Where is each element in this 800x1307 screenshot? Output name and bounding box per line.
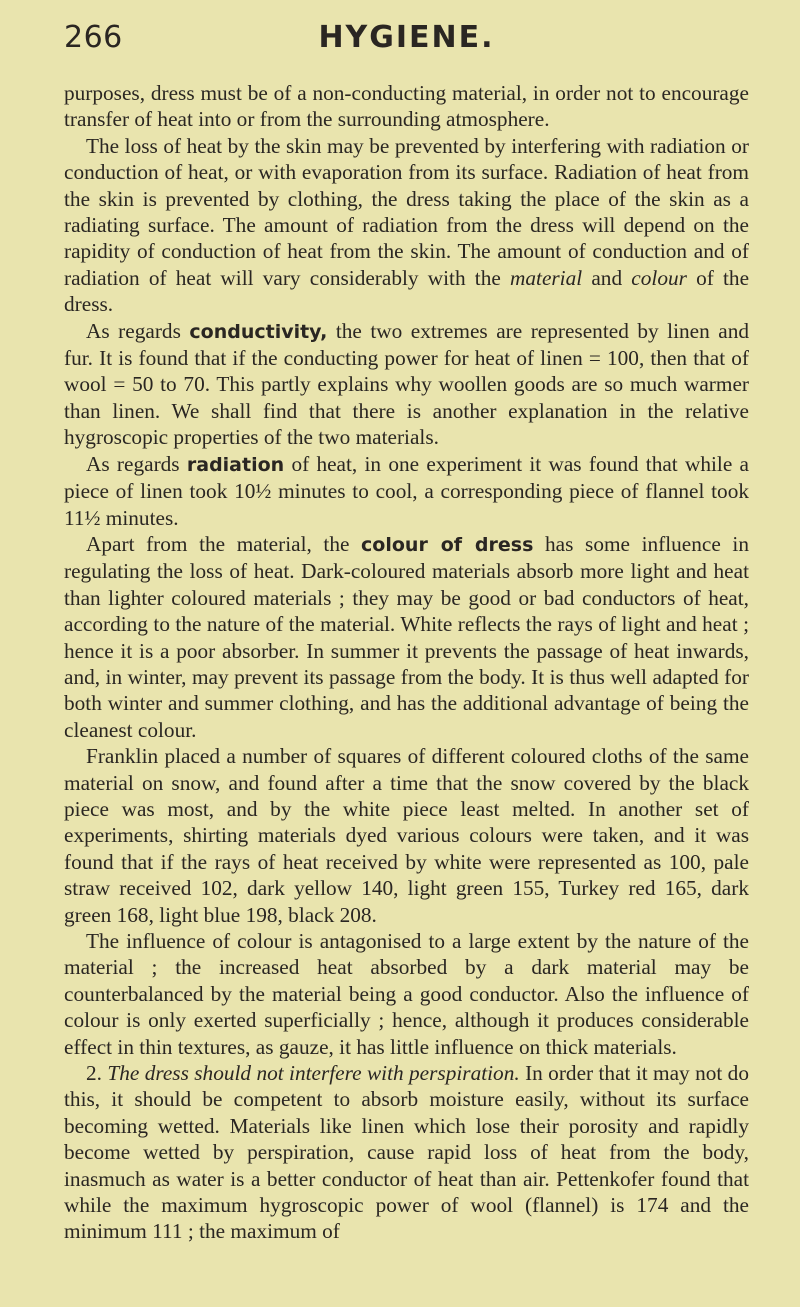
paragraph-colour-influence: The influence of colour is antagonised to a large extent by the nature of the material ; the increased heat absorbed by a dark material may be counterbalanced by the material being a good conductor. Also the influence of colour is only exerted superficially ; hence, although it produces considerable effect in thin textures, as gauze, it has little influence on thick materials. <box>64 929 749 1059</box>
term-conductivity: conductivity, <box>189 320 328 343</box>
paragraph-radiation: As regards radiation of heat, in one experiment it was found that while a piece of linen took 10½ minutes to cool, a corresponding piece of flannel took 11½ minutes. <box>64 451 750 530</box>
paragraph-continuation: purposes, dress must be of a non-conducting material, in order not to encourage transfer of heat into or from the surrounding atmosphere. <box>64 81 749 132</box>
page-number: 266 <box>64 20 123 55</box>
running-title: HYGIENE. <box>318 20 495 55</box>
term-radiation: radiation <box>186 453 285 476</box>
paragraph-perspiration: 2. The dress should not interfere with perspiration. In order that it may not do this, it should be competent to absorb moisture easily, without its surface becoming wetted. Materials like linen which lose their porosity and rapidly become wetted by perspiration, cause rapid loss of heat from the body, inasmuch as water is a better conductor of heat than air. Pettenkofer found that while the maximum hygroscopic power of wool (flannel) is 174 and the minimum 111 ; the maximum of <box>64 1061 749 1244</box>
paragraph-heat-loss: The loss of heat by the skin may be prevented by interfering with radiation or conduction of heat, or with evaporation from its surface. Radiation of heat from the skin is prevented by clothing, the dress taking the place of the skin as a radiating surface. The amount of radiation from the dress will depend on the rapidity of conduction of heat from the skin. The amount of conduction and of radiation of heat will vary considerably with the material and colour of the dress. <box>64 133 750 317</box>
body-text <box>64 80 749 1245</box>
paragraph-conductivity: As regards conductivity, the two extremes are represented by linen and fur. It is found that if the conducting power for heat of linen = 100, then that of wool = 50 to 70. This partly explains why woollen goods are so much warmer than linen. We shall find that there is another explanation in the relative hygroscopic properties of the two materials. <box>64 318 750 450</box>
paragraph-franklin: Franklin placed a number of squares of different coloured cloths of the same material on snow, and found after a time that the snow covered by the black piece was most, and by the white piece least melted. In another set of experiments, shirting materials dyed various colours were taken, and it was found that if the rays of heat received by white were represented as 100, pale straw received 102, dark yellow 140, light green 155, Turkey red 165, dark green 168, light blue 198, black 208. <box>64 744 749 927</box>
page-header <box>64 20 749 70</box>
paragraph-colour-of-dress: Apart from the material, the colour of dress has some influence in regulating the loss of heat. Dark-coloured materials absorb more light and heat than lighter coloured materials ; they may be good or bad conductors of heat, according to the nature of the material. White reflects the rays of light and heat ; hence it is a poor absorber. In summer it prevents the passage of heat inwards, and, in winter, may prevent its passage from the body. It is thus well adapted for both winter and summer clothing, and has the additional advantage of being the cleanest colour. <box>64 531 749 742</box>
section-number: 2. <box>86 1061 102 1086</box>
emphasis-material: material <box>510 265 583 290</box>
term-colour-of-dress: colour of dress <box>361 533 534 556</box>
emphasis-colour: colour <box>631 265 687 290</box>
section-heading: The dress should not interfere with perspiration. <box>107 1061 520 1086</box>
